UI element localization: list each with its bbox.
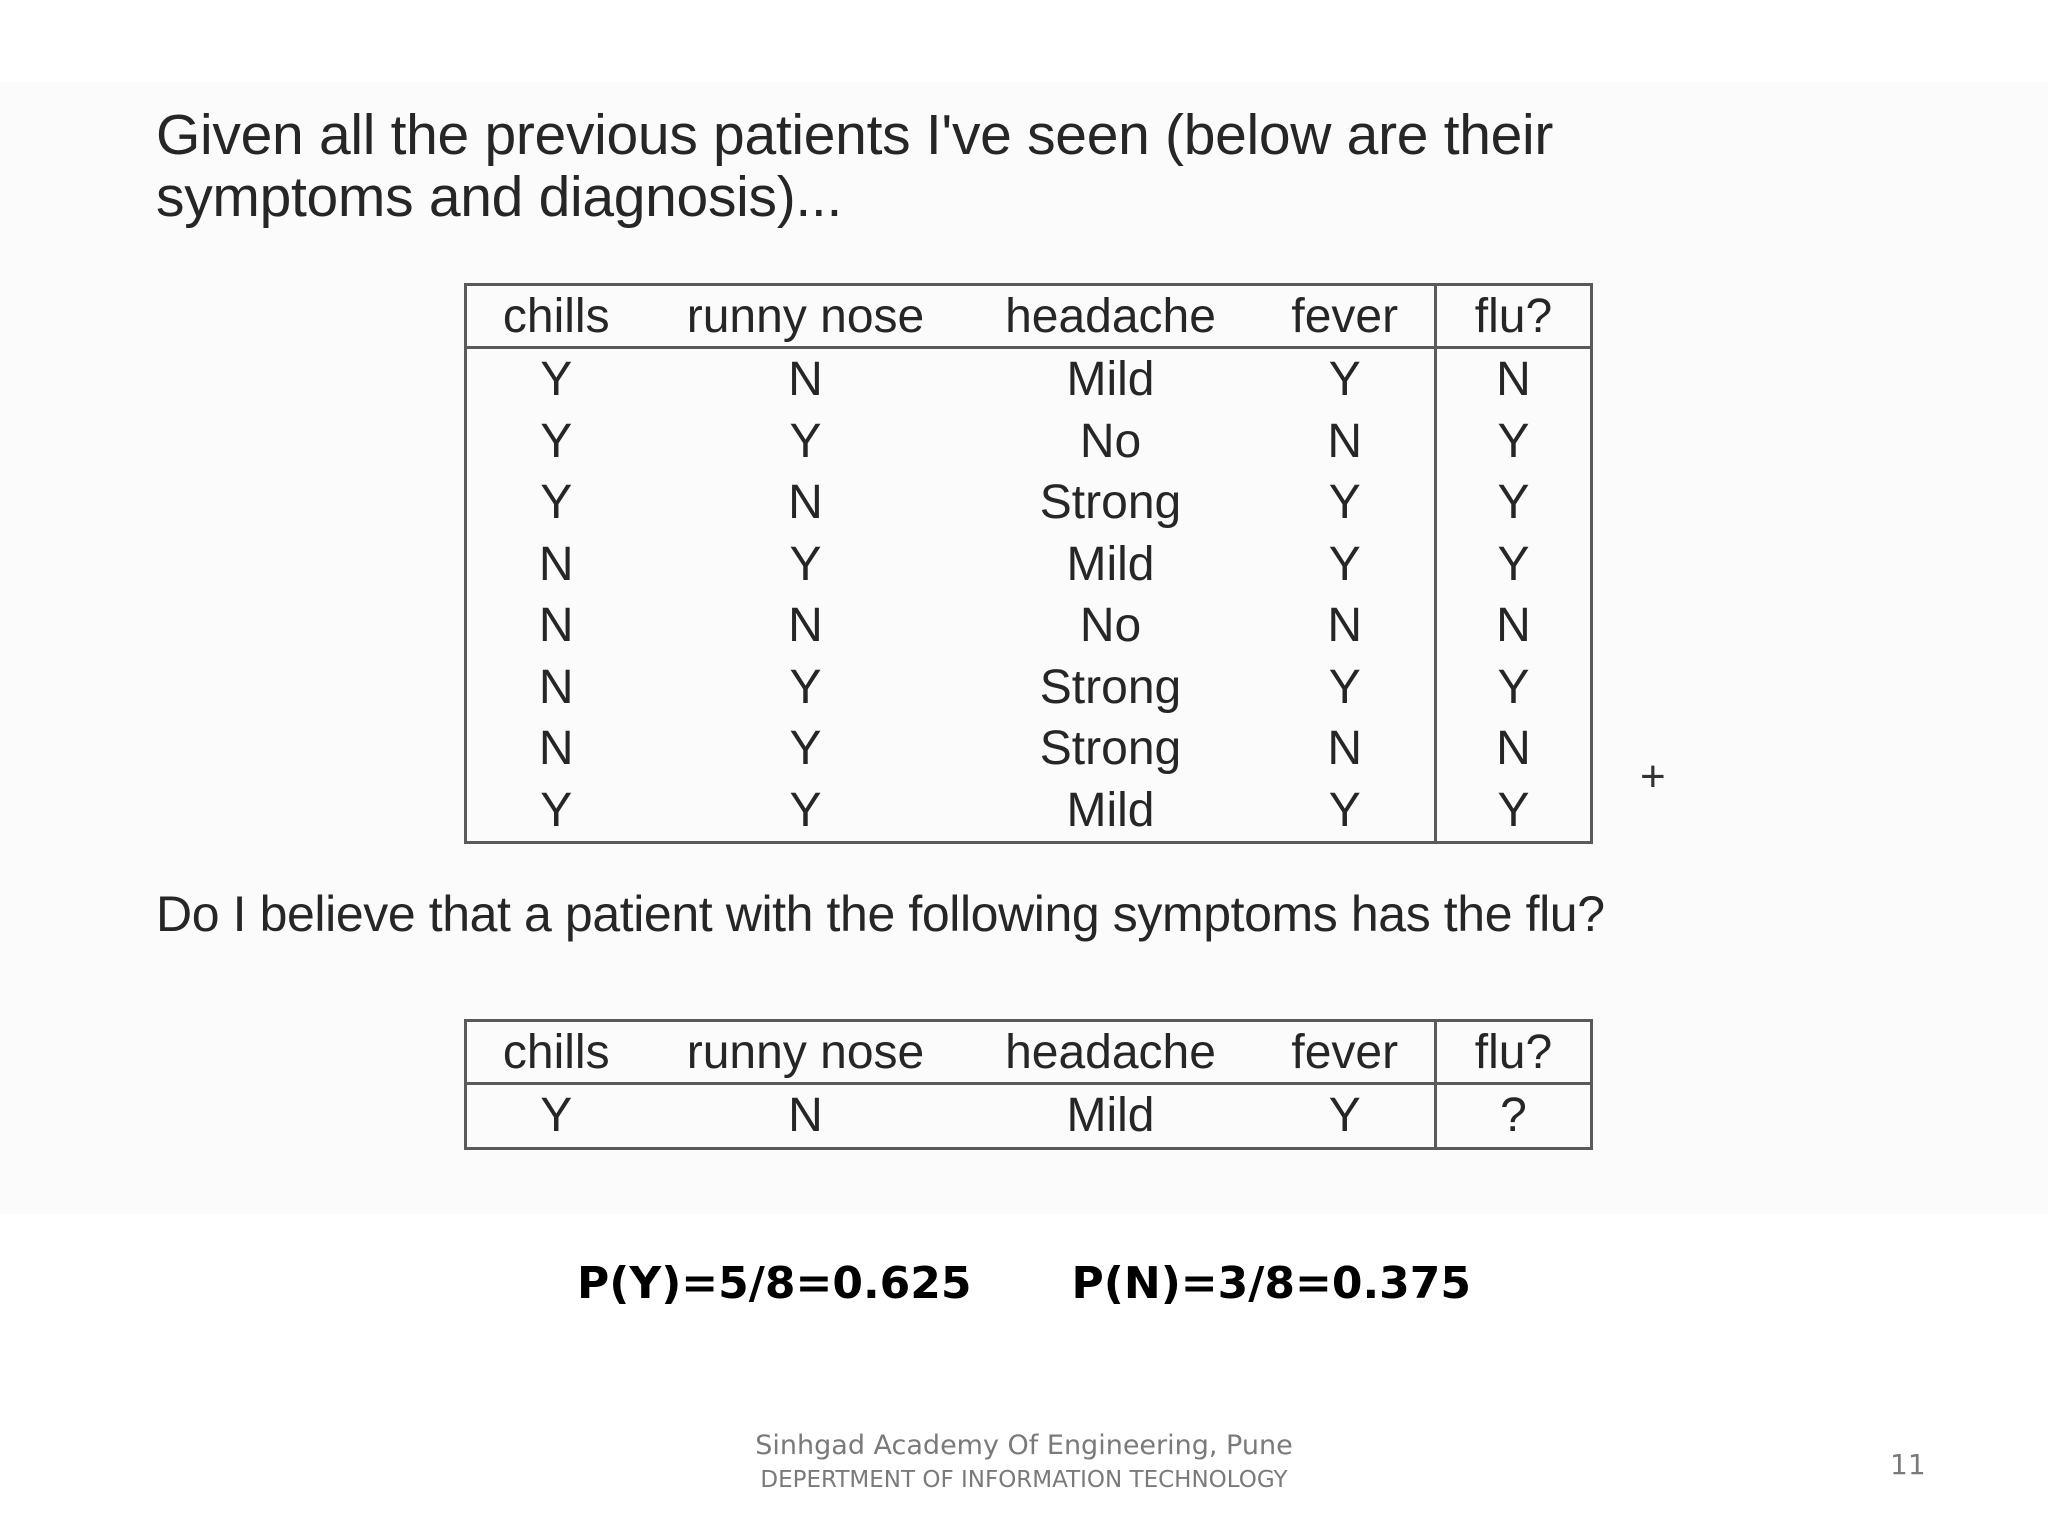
cell-headache: Strong [1039, 476, 1182, 530]
cell-flu: N [1436, 718, 1592, 780]
prob-yes: P(Y)=5/8=0.625 [576, 1258, 972, 1309]
header-fever: fever [1256, 285, 1436, 348]
cell-flu: Y [1436, 472, 1592, 534]
cell-chills: Y [540, 476, 573, 530]
cell-runny-nose: N [788, 353, 823, 407]
cell-chills: N [538, 722, 574, 776]
cell-runny-nose: N [788, 476, 823, 530]
cell-runny-nose: Y [789, 660, 822, 714]
cell-fever: Y [1328, 660, 1361, 714]
cell-chills: Y [540, 1089, 573, 1143]
header-chills: chills [466, 1021, 646, 1084]
table-row [466, 472, 1592, 534]
cell-fever: Y [1328, 1089, 1361, 1143]
cell-runny-nose: Y [789, 414, 822, 468]
footer-department: DEPERTMENT OF INFORMATION TECHNOLOGY [760, 1467, 1288, 1493]
header-flu: flu? [1436, 1021, 1592, 1084]
footer [0, 1428, 2048, 1496]
cell-headache: No [1079, 599, 1142, 653]
cell-fever: Y [1328, 476, 1361, 530]
query-patient-table [464, 1019, 1593, 1150]
probability-line [0, 1258, 2048, 1309]
cell-chills: N [538, 537, 574, 591]
cell-runny-nose: N [788, 599, 823, 653]
cell-headache: No [1079, 414, 1142, 468]
table-row [466, 657, 1592, 719]
table-row [466, 718, 1592, 780]
cell-chills: Y [540, 414, 573, 468]
cell-fever: N [1327, 414, 1363, 468]
cell-headache: Mild [1066, 353, 1155, 407]
cell-fever: Y [1328, 783, 1361, 837]
page-number: 11 [1890, 1448, 1926, 1481]
table-row [466, 534, 1592, 596]
cell-chills: Y [540, 353, 573, 407]
table-row [466, 595, 1592, 657]
table-row [466, 348, 1592, 411]
question-text: Do I believe that a patient with the following symptoms has the flu? [156, 886, 1605, 942]
header-headache: headache [966, 285, 1256, 348]
header-flu: flu? [1436, 285, 1592, 348]
table-header-row [466, 285, 1592, 348]
cell-flu: Y [1436, 780, 1592, 843]
cell-chills: Y [540, 783, 573, 837]
intro-text: Given all the previous patients I've seen (below are their symptoms and diagnosis)... [156, 103, 1554, 229]
cell-flu: Y [1436, 657, 1592, 719]
cell-fever: N [1327, 599, 1363, 653]
cell-headache: Mild [1066, 537, 1155, 591]
cell-headache: Mild [1066, 783, 1155, 837]
cell-fever: Y [1328, 353, 1361, 407]
header-chills: chills [466, 285, 646, 348]
header-runny-nose: runny nose [646, 1021, 966, 1084]
cell-chills: N [538, 599, 574, 653]
cell-runny-nose: Y [789, 783, 822, 837]
cell-chills: N [538, 660, 574, 714]
cell-flu: Y [1436, 411, 1592, 473]
cell-headache: Mild [1066, 1089, 1155, 1143]
cell-flu: Y [1436, 534, 1592, 596]
table-row [466, 411, 1592, 473]
header-fever: fever [1256, 1021, 1436, 1084]
cell-flu: ? [1436, 1084, 1592, 1149]
cell-fever: Y [1328, 537, 1361, 591]
cell-runny-nose: Y [789, 537, 822, 591]
cell-headache: Strong [1039, 660, 1182, 714]
table-header-row [466, 1021, 1592, 1084]
cell-flu: N [1436, 595, 1592, 657]
plus-mark: + [1640, 752, 1666, 801]
cell-runny-nose: N [788, 1089, 823, 1143]
cell-flu: N [1436, 348, 1592, 411]
cell-headache: Strong [1039, 722, 1182, 776]
patient-history-table [464, 283, 1593, 844]
header-headache: headache [966, 1021, 1256, 1084]
cell-fever: N [1327, 722, 1363, 776]
cell-runny-nose: Y [789, 722, 822, 776]
table-row [466, 780, 1592, 843]
header-runny-nose: runny nose [646, 285, 966, 348]
prob-no: P(N)=3/8=0.375 [1071, 1258, 1472, 1309]
footer-institution: Sinhgad Academy Of Engineering, Pune [755, 1430, 1293, 1461]
table-row [466, 1084, 1592, 1149]
